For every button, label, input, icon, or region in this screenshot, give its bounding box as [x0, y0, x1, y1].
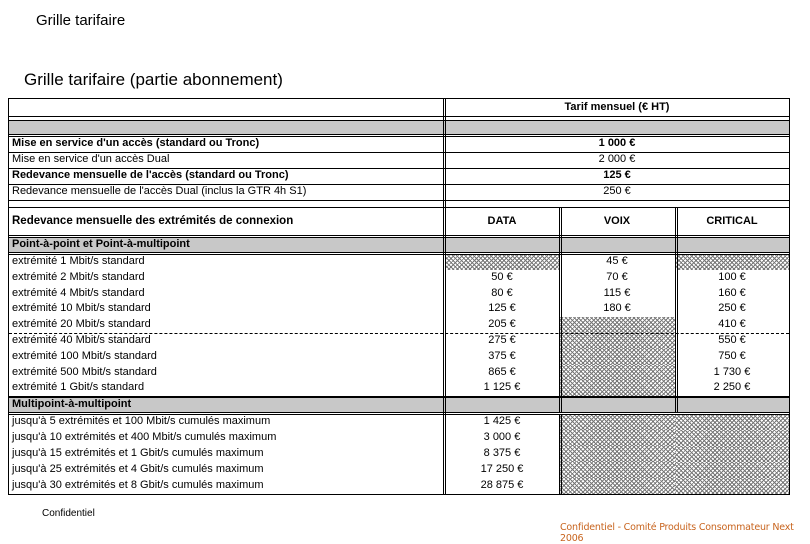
- access-value: 125 €: [603, 169, 631, 181]
- data-value: 1 425 €: [483, 415, 521, 427]
- footer-confidential: Confidentiel: [42, 508, 95, 519]
- table-row: [9, 254, 789, 270]
- endpoints-header-label: Redevance mensuelle des extrémités de connexion: [12, 215, 294, 227]
- data-value: 1 125 €: [483, 381, 521, 394]
- critical-value: 410 €: [718, 318, 746, 331]
- voix-value: 70 €: [606, 270, 628, 283]
- voix-value: 45 €: [606, 255, 628, 267]
- critical-value: 750 €: [718, 349, 746, 362]
- section-label: Multipoint-à-multipoint: [12, 398, 132, 410]
- pricing-table: [8, 98, 790, 495]
- access-row: [9, 168, 789, 184]
- access-label: Redevance mensuelle de l'accès (standard ou Tronc): [12, 169, 289, 181]
- na-cell: [675, 462, 789, 478]
- voix-value: 115 €: [603, 286, 631, 299]
- access-row: [9, 184, 789, 200]
- table-row: [9, 380, 789, 396]
- access-row: [9, 136, 789, 152]
- data-value: 3 000 €: [483, 431, 521, 443]
- endpoint-label: extrémité 1 Gbit/s standard: [12, 381, 145, 394]
- data-value: 8 375 €: [483, 447, 521, 459]
- section-label: Point-à-point et Point-à-multipoint: [12, 238, 190, 250]
- spacer-gray-row: [9, 120, 789, 134]
- critical-value: 250 €: [718, 302, 746, 315]
- section-header-p2p: [9, 237, 789, 252]
- table-row: [9, 301, 789, 317]
- critical-value: 550 €: [718, 334, 746, 346]
- table-row: [9, 446, 789, 462]
- voix-value: 180 €: [603, 302, 631, 315]
- table-row: [9, 414, 789, 430]
- column-header-critical: CRITICAL: [706, 215, 758, 227]
- na-cell: [559, 462, 675, 478]
- data-value: 125 €: [488, 302, 516, 315]
- table-row: [9, 286, 789, 302]
- tariff-header-row: [9, 99, 789, 116]
- na-cell: [559, 333, 675, 349]
- na-cell: [675, 254, 789, 270]
- mpm-label: jusqu'à 30 extrémités et 8 Gbit/s cumulés maximum: [12, 479, 264, 491]
- data-value: 17 250 €: [480, 463, 524, 475]
- access-label: Redevance mensuelle de l'accès Dual (inclus la GTR 4h S1): [12, 185, 307, 197]
- mpm-label: jusqu'à 25 extrémités et 4 Gbit/s cumulés maximum: [12, 463, 264, 475]
- critical-value: 2 250 €: [713, 381, 751, 394]
- access-label: Mise en service d'un accès Dual: [12, 153, 170, 165]
- critical-value: 160 €: [718, 286, 746, 299]
- table-row: [9, 317, 789, 333]
- table-row: [9, 462, 789, 478]
- data-value: 375 €: [488, 349, 516, 362]
- footer-committee: Confidentiel - Comité Produits Consommateur Next 2006: [560, 522, 794, 544]
- endpoint-label: extrémité 500 Mbit/s standard: [12, 365, 157, 378]
- endpoint-label: extrémité 100 Mbit/s standard: [12, 349, 157, 362]
- table-row: [9, 270, 789, 286]
- tariff-header: Tarif mensuel (€ HT): [564, 101, 670, 113]
- na-cell: [559, 446, 675, 462]
- table-row: [9, 349, 789, 365]
- access-value: 250 €: [603, 185, 631, 197]
- header-label-cell: [9, 99, 445, 116]
- na-cell: [675, 478, 789, 494]
- na-cell: [675, 414, 789, 430]
- table-row: [9, 365, 789, 381]
- access-value: 2 000 €: [598, 153, 636, 165]
- endpoint-label: extrémité 20 Mbit/s standard: [12, 318, 151, 331]
- endpoint-label: extrémité 2 Mbit/s standard: [12, 270, 145, 283]
- data-value: 28 875 €: [480, 479, 524, 491]
- access-value: 1 000 €: [598, 137, 636, 149]
- endpoint-label: extrémité 4 Mbit/s standard: [12, 286, 145, 299]
- section-header-mpm: [9, 397, 789, 412]
- access-label: Mise en service d'un accès (standard ou Tronc): [12, 137, 260, 149]
- critical-value: 100 €: [718, 270, 746, 283]
- data-value: 80 €: [491, 286, 513, 299]
- slide-title: Grille tarifaire: [36, 12, 126, 29]
- table-row: [9, 430, 789, 446]
- access-row: [9, 152, 789, 168]
- table-row: [9, 333, 789, 349]
- na-cell: [445, 254, 559, 270]
- data-value: 275 €: [488, 334, 516, 346]
- na-cell: [675, 446, 789, 462]
- data-value: 50 €: [491, 270, 513, 283]
- endpoint-label: extrémité 10 Mbit/s standard: [12, 302, 151, 315]
- column-header-voix: VOIX: [603, 215, 631, 227]
- table-title: Grille tarifaire (partie abonnement): [24, 70, 283, 89]
- table-row: [9, 478, 789, 494]
- na-cell: [559, 430, 675, 446]
- data-value: 865 €: [488, 365, 516, 378]
- na-cell: [559, 349, 675, 365]
- na-cell: [559, 317, 675, 333]
- na-cell: [559, 414, 675, 430]
- na-cell: [559, 365, 675, 381]
- na-cell: [675, 430, 789, 446]
- critical-value: 1 730 €: [713, 365, 751, 378]
- mpm-label: jusqu'à 15 extrémités et 1 Gbit/s cumulés maximum: [12, 447, 264, 459]
- column-header-data: DATA: [487, 215, 517, 227]
- endpoint-label: extrémité 1 Mbit/s standard: [12, 255, 145, 267]
- na-cell: [559, 478, 675, 494]
- mpm-label: jusqu'à 5 extrémités et 100 Mbit/s cumulés maximum: [12, 415, 271, 427]
- na-cell: [559, 380, 675, 396]
- data-value: 205 €: [488, 318, 516, 331]
- endpoint-label: extrémité 40 Mbit/s standard: [12, 334, 151, 346]
- mpm-label: jusqu'à 10 extrémités et 400 Mbit/s cumulés maximum: [12, 431, 277, 443]
- endpoints-header-row: [9, 207, 789, 235]
